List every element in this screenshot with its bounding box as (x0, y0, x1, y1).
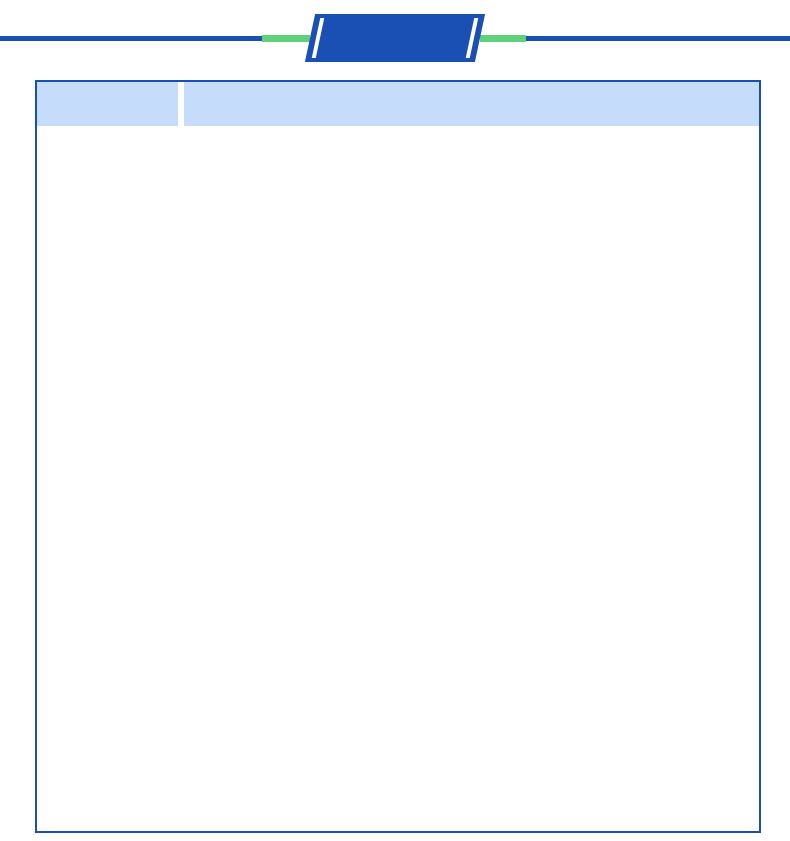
header-accent-right (480, 35, 526, 42)
header-accent-left (262, 35, 310, 42)
table-header-row (37, 82, 759, 126)
header-line-right (490, 36, 790, 41)
header-name-cell (37, 82, 178, 126)
header-line-left (0, 36, 300, 41)
header-value-cell (184, 82, 759, 126)
page-title (310, 14, 480, 62)
section-header (0, 0, 790, 75)
spec-table (35, 80, 761, 833)
